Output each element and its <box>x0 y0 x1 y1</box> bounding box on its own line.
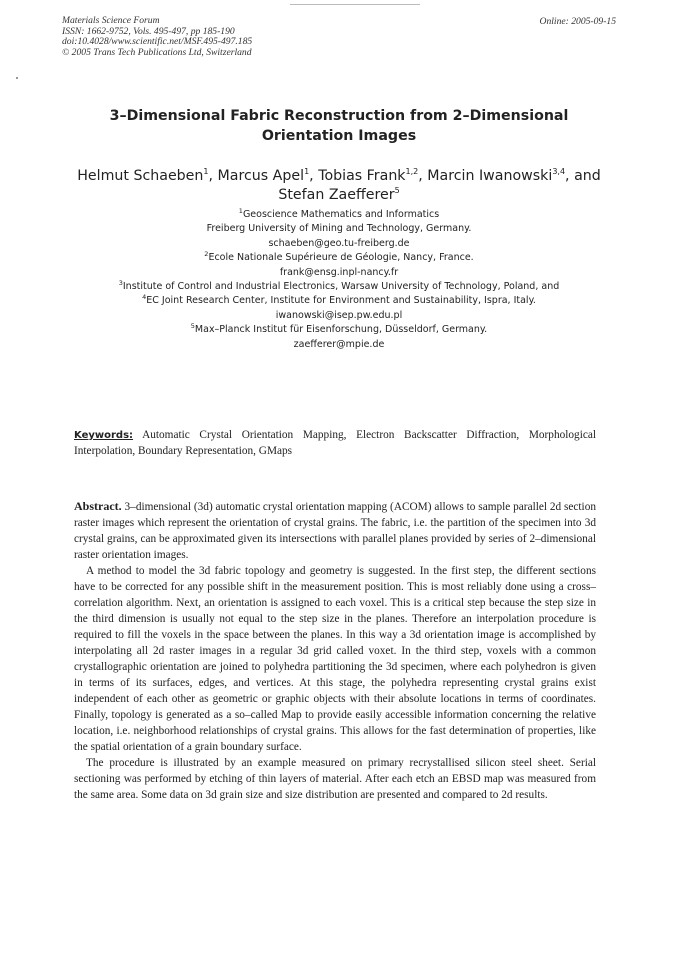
affiliations <box>62 208 616 352</box>
abstract-paragraph: Abstract. 3–dimensional (3d) automatic crystal orientation mapping (ACOM) allows to sample parallel 2d section raster images which represent the orientation of crystal grains. The fabric, i.e. the partition of the specimen into 3d crystal grains, can be approximated given its intersections with parallel planes provided by series of 2–dimensional raster orientation images. <box>74 499 596 561</box>
paper-title: 3–Dimensional Fabric Reconstruction from 2–Dimensional Orientation Images <box>109 108 569 144</box>
affiliation-email: zaefferer@mpie.de <box>293 338 385 350</box>
affiliation-email: iwanowski@isep.pw.edu.pl <box>275 309 403 321</box>
abstract-paragraph: A method to model the 3d fabric topology and geometry is suggested. In the first step, the different sections have to be corrected for any possible shift in the measurement position. This is most reliably done using a cross–correlation algorithm. Next, an orientation is assigned to each voxel. This is a critical step because the step size in the third dimension is usually not equal to the step size in the planes. Therefore an interpolation procedure is required to fill the voxels in the space between the planes. In this way a 3d orientation image is accomplished by interpolating all 2d raster images in a regular 3d grid called voxet. In the third step, voxels with a common crystallographic orientation are joined to polyhedra partitioning the 3d specimen, where each polyhedron is given in terms of its surfaces, edges, and vertices. At this stage, the polyhedra representing crystal grains exist independent of each other as geometric or graphic objects with their absolute locations in terms of coordinates. Finally, topology is generated as a so–called Map to provide easily accessible information concerning the relative location, i.e. neighborhood relationships of crystal grains. This allows for the fast determination of properties, like the spatial orientation of a grain boundary surface. <box>74 565 596 753</box>
margin-dot <box>16 77 18 79</box>
online-date: Online: 2005-09-15 <box>539 16 616 27</box>
affiliation-line: $^3$Institute of Control and Industrial Electronics, Warsaw University of Technology, Poland, and <box>118 279 560 293</box>
affiliation-line: $^2$Ecole Nationale Supérieure de Géologie, Nancy, France. <box>204 250 474 264</box>
author: Stefan Zaefferer$^5$ <box>278 186 400 203</box>
author: Helmut Schaeben$^1$, <box>77 167 218 184</box>
author: Marcus Apel$^1$, <box>217 167 319 184</box>
author: Marcin Iwanowski$^{3,4}$, and <box>427 167 601 184</box>
doi-line: doi:10.4028/www.scientific.net/MSF.495-497.185 <box>62 36 253 48</box>
affiliation-line: $^5$Max–Planck Institut für Eisenforschung, Düsseldorf, Germany. <box>190 322 488 336</box>
affiliation-line: $^4$EC Joint Research Center, Institute for Environment and Sustainability, Ispra, Italy. <box>142 293 536 307</box>
journal-header <box>62 16 252 58</box>
keywords-label: Keywords: <box>74 430 134 441</box>
issn-line: ISSN: 1662-9752, Vols. 495-497, pp 185-190 <box>62 25 235 37</box>
affiliation-line: $^1$Geoscience Mathematics and Informatics <box>238 207 440 220</box>
abstract-paragraph: The procedure is illustrated by an example measured on primary recrystallised silicon steel sheet. Serial sectioning was performed by etching of thin layers of material. After each etch an EBSD map was measured from the same area. Some data on 3d grain size and size distribution are presented and compared to 2d results. <box>74 757 596 801</box>
keywords <box>74 428 596 460</box>
affiliation-email: frank@ensg.inpl-nancy.fr <box>279 266 399 278</box>
copyright-line: © 2005 Trans Tech Publications Ltd, Switzerland <box>62 46 252 58</box>
author-list <box>62 167 616 205</box>
author: Tobias Frank$^{1,2}$, <box>318 167 428 184</box>
top-rule <box>290 4 420 5</box>
abstract <box>74 498 596 803</box>
affiliation-email: schaeben@geo.tu-freiberg.de <box>268 237 410 249</box>
journal-name: Materials Science Forum <box>62 15 160 26</box>
keywords-text: Automatic Crystal Orientation Mapping, Electron Backscatter Diffraction, Morphological Interpolation, Boundary Representation, GMaps <box>74 429 596 457</box>
abstract-label: Abstract. <box>74 499 122 513</box>
affiliation-line: Freiberg University of Mining and Technology, Germany. <box>206 223 472 235</box>
